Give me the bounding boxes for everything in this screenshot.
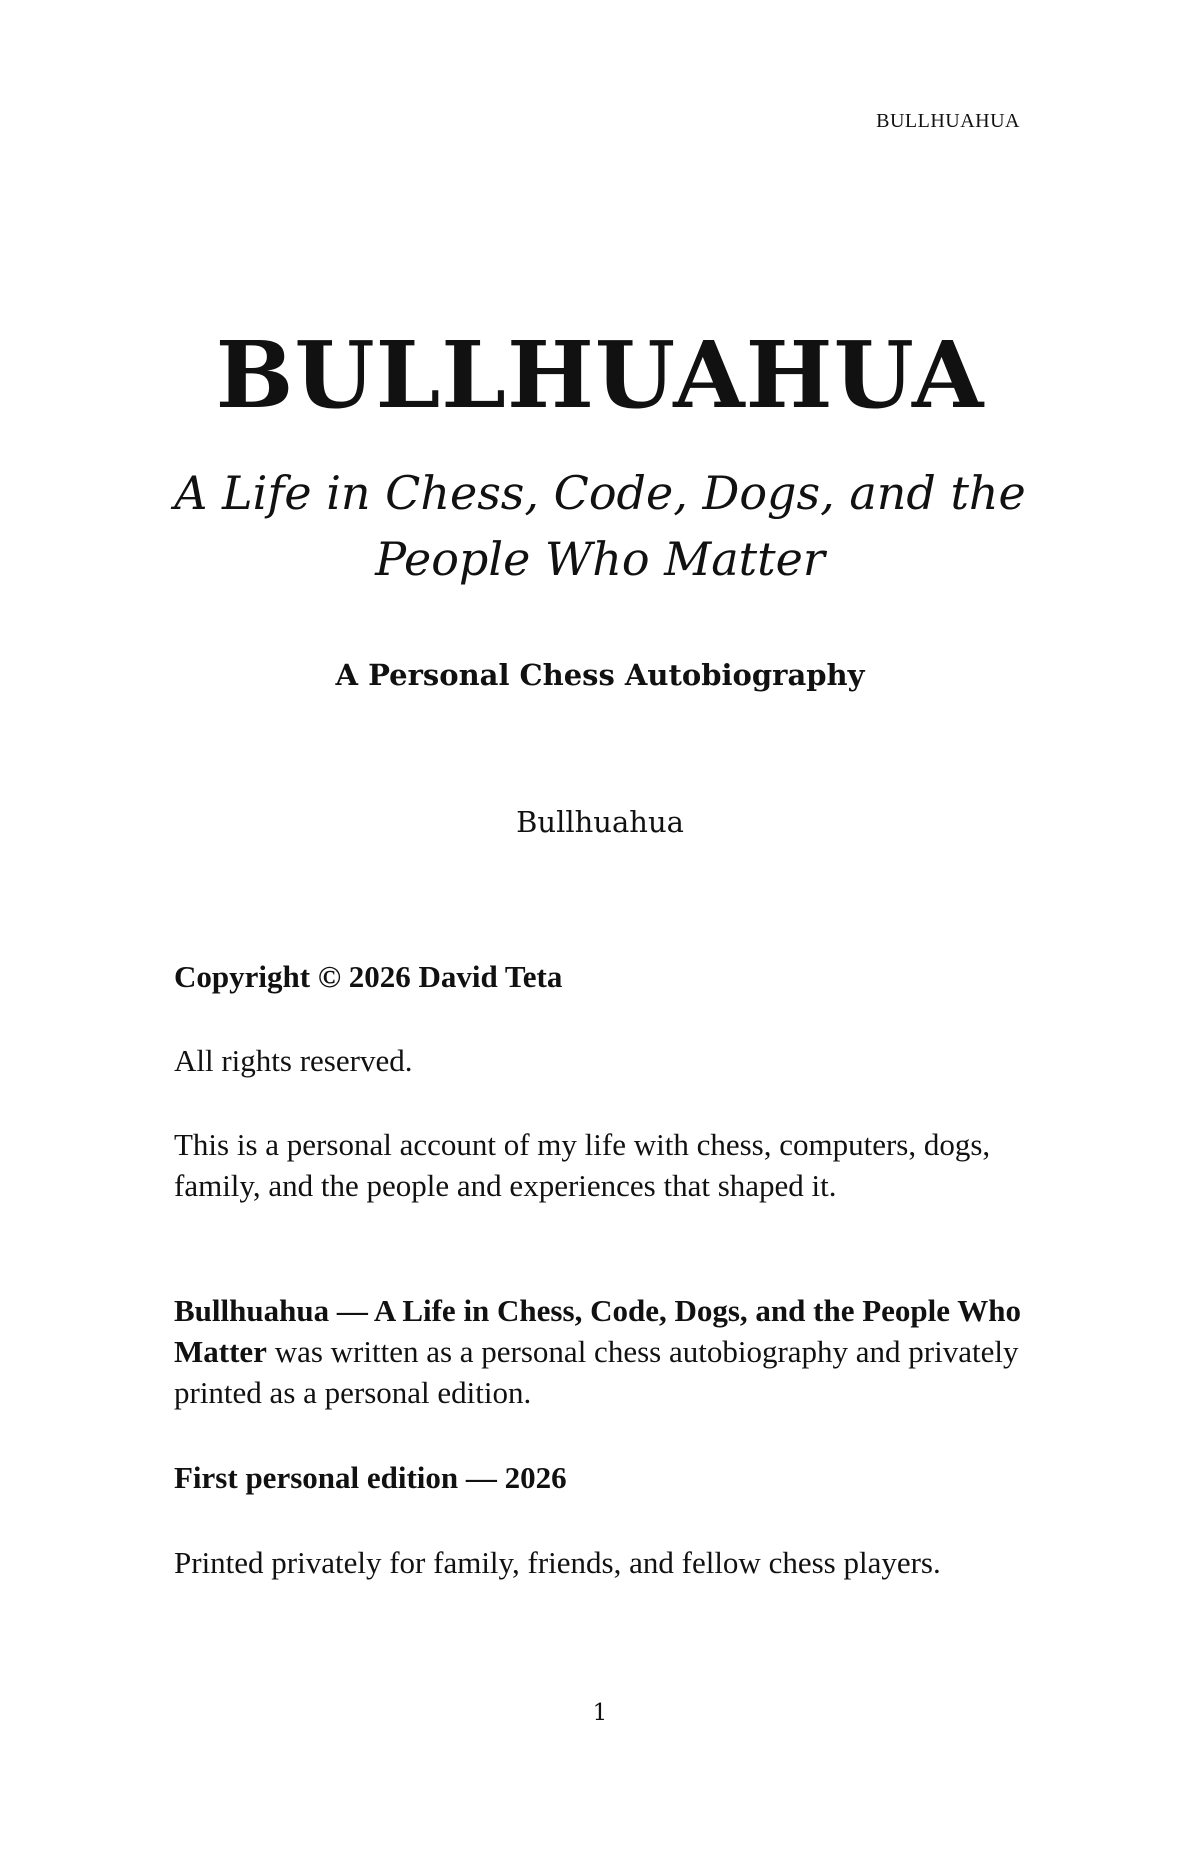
subtitle-line-1: A Life in Chess, Code, Dogs, and the — [174, 466, 1026, 520]
account-paragraph: This is a personal account of my life with chess, computers, dogs, family, and the people and experiences that shaped it. — [174, 1127, 991, 1203]
written-title-bold: Bullhuahua — A Life in Chess, Code, Dogs, and the People Who Matter — [174, 1293, 1021, 1369]
printed-statement: Printed privately for family, friends, and fellow chess players. — [174, 1545, 941, 1580]
book-tagline: A Personal Chess Autobiography — [335, 658, 865, 692]
edition-statement: First personal edition — 2026 — [174, 1460, 567, 1495]
book-title: BULLHUAHUA — [215, 321, 985, 429]
author-name: Bullhuahua — [516, 805, 684, 839]
written-paragraph — [174, 1290, 1034, 1413]
subtitle-line-2: People Who Matter — [375, 532, 825, 586]
page-number: 1 — [592, 1700, 608, 1726]
copyright-notice: Copyright © 2026 David Teta — [174, 959, 563, 994]
written-rest: was written as a personal chess autobiography and privately printed as a personal edition. — [174, 1334, 1019, 1410]
running-head: BULLHUAHUA — [876, 110, 1020, 132]
rights-statement: All rights reserved. — [174, 1043, 413, 1078]
book-subtitle — [150, 460, 1050, 592]
